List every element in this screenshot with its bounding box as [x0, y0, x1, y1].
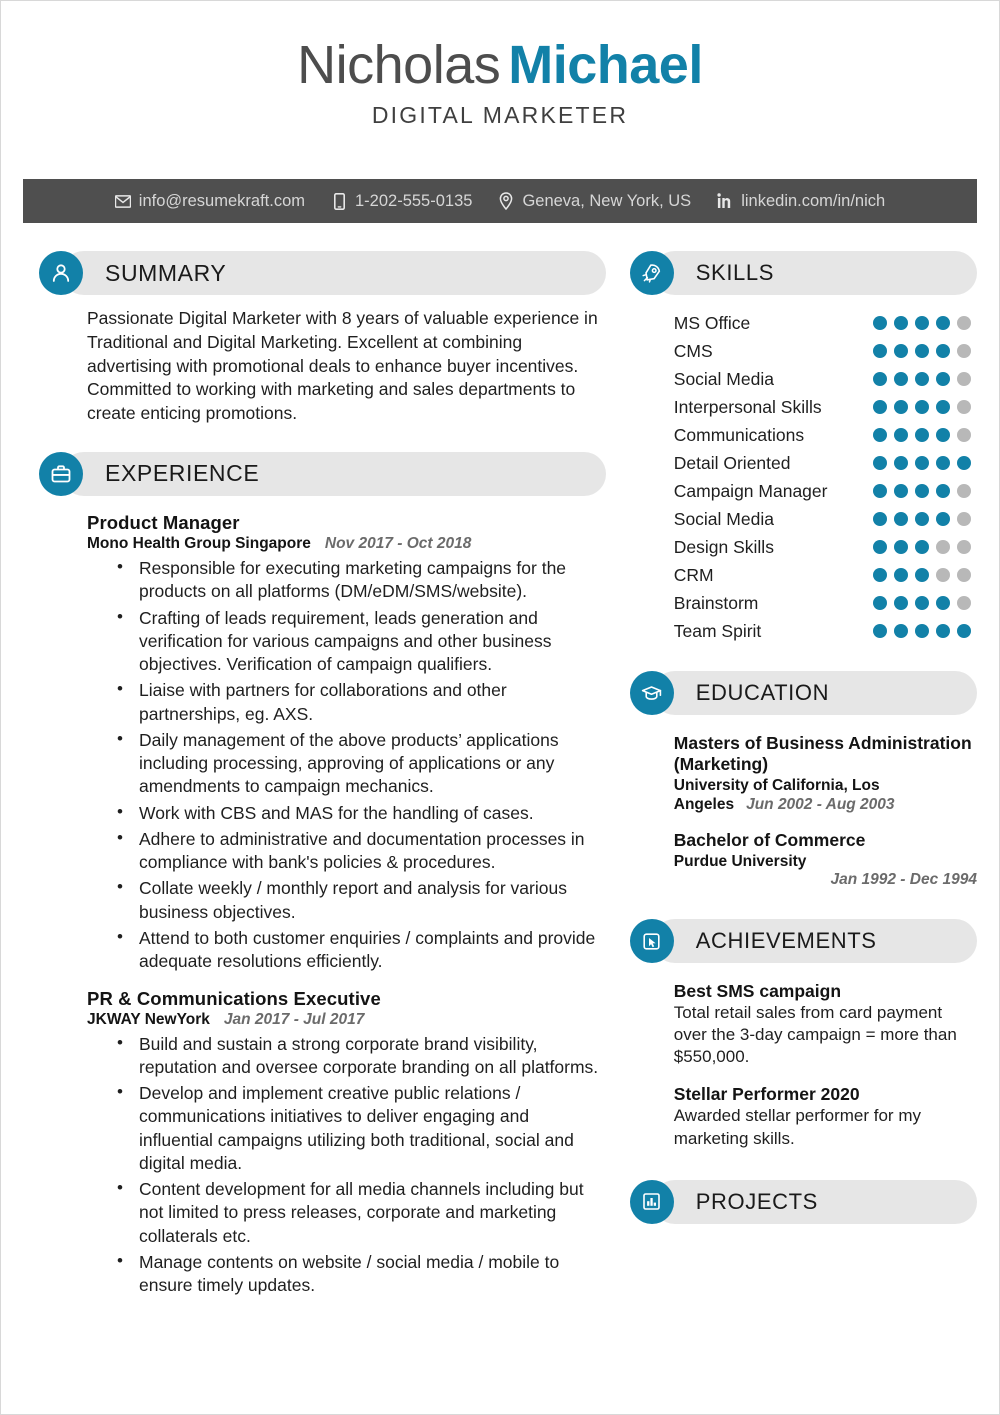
achievement-title: Best SMS campaign: [673, 981, 842, 1002]
skill-dot-filled: [894, 428, 908, 442]
skill-rating: [873, 512, 977, 526]
skill-rating: [873, 428, 977, 442]
list-item: • Responsible for executing marketing campaigns for the products on all platforms (DM/eDM/SMS/website).: [117, 557, 606, 604]
list-item: • Adhere to administrative and documentation processes in compliance with bank's policies & procedures.: [117, 828, 606, 875]
section-header-education: [630, 671, 977, 717]
achievement-description: Awarded stellar performer for my marketing skills.: [673, 1106, 921, 1148]
skill-dot-filled: [915, 568, 929, 582]
skill-row: [674, 449, 977, 477]
mobile-phone-icon: [331, 193, 347, 210]
skill-row: [674, 533, 977, 561]
job-title-subtitle: DIGITAL MARKETER: [371, 101, 629, 128]
skill-dot-filled: [936, 624, 950, 638]
skill-row: [674, 477, 977, 505]
rocket-icon: [630, 251, 674, 295]
skill-rating: [873, 372, 977, 386]
skill-dot-filled: [873, 624, 887, 638]
achievement-entry: [674, 1084, 977, 1149]
skill-name: MS Office: [673, 312, 751, 333]
skill-row: [674, 589, 977, 617]
skill-dot-filled: [915, 316, 929, 330]
skill-dot-empty: [957, 428, 971, 442]
experience-bullets: [87, 1033, 606, 1298]
skill-dot-filled: [957, 456, 971, 470]
skill-dot-filled: [873, 540, 887, 554]
skill-dot-filled: [915, 428, 929, 442]
education-school: [674, 776, 977, 815]
education-degree: Bachelor of Commerce: [673, 830, 866, 851]
skill-rating: [873, 456, 977, 470]
section-header-achievements: [630, 919, 977, 965]
skill-row: [674, 561, 977, 589]
section-title-projects: PROJECTS: [695, 1188, 818, 1214]
skill-dot-filled: [894, 512, 908, 526]
skill-dot-filled: [915, 512, 929, 526]
experience-entry: [87, 988, 606, 1298]
skill-dot-empty: [957, 372, 971, 386]
skill-dot-empty: [957, 596, 971, 610]
skill-dot-filled: [936, 316, 950, 330]
skill-name: Design Skills: [673, 536, 774, 557]
skill-name: Campaign Manager: [673, 480, 828, 501]
skill-name: Detail Oriented: [673, 452, 791, 473]
map-pin-icon: [498, 193, 514, 210]
skill-dot-filled: [936, 344, 950, 358]
skill-dot-filled: [873, 456, 887, 470]
skill-row: [674, 421, 977, 449]
skill-dot-filled: [936, 596, 950, 610]
skill-dot-empty: [957, 316, 971, 330]
section-title-experience: EXPERIENCE: [105, 460, 260, 487]
list-item: • Content development for all media channels including but not limited to press releases, corporate and marketing collaterals etc.: [117, 1178, 606, 1248]
list-item: • Manage contents on website / social media / mobile to ensure timely updates.: [117, 1251, 606, 1298]
skill-rating: [873, 540, 977, 554]
list-item: • Attend to both customer enquiries / complaints and provide adequate resolutions efficiently.: [117, 927, 606, 974]
experience-entry: [87, 512, 606, 974]
contact-location-text: Geneva, New York, US: [522, 191, 692, 210]
skill-dot-filled: [873, 512, 887, 526]
skill-name: CRM: [673, 564, 714, 585]
skill-row: [674, 393, 977, 421]
section-header-skills: [630, 251, 977, 297]
contact-email-text: info@resumekraft.com: [138, 191, 305, 210]
skill-dot-filled: [894, 484, 908, 498]
list-item: • Crafting of leads requirement, leads generation and verification for various campaigns and other business objectives. Verification of campaign qualifiers.: [117, 607, 606, 677]
skill-dot-filled: [915, 484, 929, 498]
skill-dot-filled: [894, 400, 908, 414]
left-column: [1, 251, 622, 1414]
skill-rating: [873, 624, 977, 638]
skill-row: [674, 309, 977, 337]
skill-dot-empty: [957, 512, 971, 526]
skill-row: [674, 365, 977, 393]
contact-linkedin-text: linkedin.com/in/nich: [741, 191, 886, 210]
skill-dot-filled: [873, 484, 887, 498]
skill-dot-empty: [957, 400, 971, 414]
skill-name: Communications: [673, 424, 805, 445]
bar-chart-icon: [630, 1180, 674, 1224]
page-title: [1, 1, 999, 94]
skill-dot-filled: [915, 540, 929, 554]
skill-dot-filled: [915, 596, 929, 610]
contact-bar: [23, 179, 977, 223]
skill-dot-filled: [873, 400, 887, 414]
education-dates: Jan 1992 - Dec 1994: [830, 871, 977, 889]
skill-rating: [873, 596, 977, 610]
skill-dot-filled: [873, 428, 887, 442]
skill-dot-empty: [957, 484, 971, 498]
achievements-list: [674, 981, 977, 1149]
person-icon: [39, 251, 83, 295]
education-dates: Jun 2002 - Aug 2003: [746, 796, 895, 814]
section-header-projects: [630, 1180, 977, 1226]
experience-dates: Nov 2017 - Oct 2018: [324, 534, 472, 552]
contact-item-linkedin[interactable]: [717, 192, 885, 211]
experience-job-title: Product Manager: [87, 511, 240, 533]
skill-name: Team Spirit: [673, 620, 762, 641]
experience-meta: [87, 1011, 606, 1029]
skill-dot-filled: [873, 344, 887, 358]
education-entry: [674, 830, 977, 889]
skill-dot-filled: [936, 484, 950, 498]
summary-text: Passionate Digital Marketer with 8 years of valuable experience in Traditional and Digital Marketing. Excellent at combining advertising with promotional deals to enhance buyer incentives. Committed to working with marketing and sales departments to create enticing promotions.: [87, 308, 598, 424]
skill-dot-filled: [936, 400, 950, 414]
skill-name: Social Media: [673, 508, 774, 529]
skill-dot-empty: [936, 540, 950, 554]
skill-dot-filled: [915, 400, 929, 414]
skill-rating: [873, 568, 977, 582]
skill-dot-empty: [957, 568, 971, 582]
skill-dot-filled: [873, 316, 887, 330]
skill-rating: [873, 400, 977, 414]
education-degree: Masters of Business Administration (Marketing): [673, 733, 972, 775]
skill-row: [674, 505, 977, 533]
skill-dot-filled: [936, 456, 950, 470]
section-title-summary: SUMMARY: [105, 259, 227, 286]
list-item: • Daily management of the above products’ applications including processing, approving of applications or any amendments to campaign mechanics.: [117, 729, 606, 799]
skill-dot-empty: [957, 344, 971, 358]
skill-name: Interpersonal Skills: [673, 396, 822, 417]
skill-name: CMS: [673, 340, 713, 361]
skill-dot-filled: [936, 512, 950, 526]
list-item: • Collate weekly / monthly report and analysis for various business objectives.: [117, 877, 606, 924]
skill-dot-empty: [936, 568, 950, 582]
contact-item-location[interactable]: [498, 192, 691, 211]
experience-bullets: [87, 557, 606, 974]
experience-dates: Jan 2017 - Jul 2017: [223, 1010, 365, 1028]
section-header-summary: [39, 251, 606, 297]
education-entry: [674, 733, 977, 814]
contact-item-email[interactable]: [115, 192, 305, 211]
envelope-icon: [115, 193, 131, 210]
section-title-achievements: ACHIEVEMENTS: [695, 928, 877, 954]
section-title-education: EDUCATION: [695, 680, 830, 705]
list-item: • Liaise with partners for collaborations and other partnerships, eg. AXS.: [117, 679, 606, 726]
skill-rating: [873, 344, 977, 358]
list-item: • Develop and implement creative public relations / communications initiatives to deliver engaging and influential campaigns utilizing both traditional, social and digital media.: [117, 1082, 606, 1175]
resume-body: [1, 251, 999, 1414]
skill-dot-filled: [894, 456, 908, 470]
skill-dot-filled: [915, 456, 929, 470]
section-title-skills: SKILLS: [695, 260, 774, 285]
skill-dot-filled: [936, 372, 950, 386]
section-header-experience: [39, 452, 606, 498]
experience-company: Mono Health Group Singapore: [87, 534, 311, 552]
last-name: Michael: [508, 35, 703, 95]
skill-row: [674, 617, 977, 645]
experience-company: JKWAY NewYork: [87, 1010, 210, 1028]
skill-dot-filled: [894, 540, 908, 554]
linkedin-icon: [717, 193, 733, 210]
right-column: [622, 251, 999, 1414]
skill-dot-filled: [873, 596, 887, 610]
contact-phone-text: 1-202-555-0135: [355, 191, 473, 210]
graduation-cap-icon: [630, 671, 674, 715]
skill-dot-filled: [894, 596, 908, 610]
list-item: • Build and sustain a strong corporate brand visibility, reputation and oversee corporate branding on all platforms.: [117, 1033, 606, 1080]
cursor-click-icon: [630, 919, 674, 963]
skill-dot-filled: [915, 372, 929, 386]
skill-dot-filled: [894, 316, 908, 330]
first-name: Nicholas: [297, 35, 501, 95]
skill-dot-filled: [915, 624, 929, 638]
skill-dot-filled: [894, 624, 908, 638]
list-item: • Work with CBS and MAS for the handling of cases.: [117, 802, 606, 825]
skill-dot-filled: [894, 568, 908, 582]
achievement-title: Stellar Performer 2020: [673, 1084, 860, 1105]
skill-rating: [873, 316, 977, 330]
skill-dot-filled: [894, 372, 908, 386]
skill-rating: [873, 484, 977, 498]
experience-meta: [87, 535, 606, 553]
achievement-entry: [674, 981, 977, 1068]
briefcase-icon: [39, 452, 83, 496]
education-school-name: University of California, Los Angeles: [673, 776, 880, 814]
skill-name: Brainstorm: [673, 592, 759, 613]
skill-dot-filled: [873, 568, 887, 582]
experience-job-title: PR & Communications Executive: [87, 987, 381, 1009]
achievement-description: Total retail sales from card payment over the 3-day campaign = more than $550,000.: [673, 1003, 957, 1067]
skill-dot-filled: [873, 372, 887, 386]
skill-dot-filled: [915, 344, 929, 358]
contact-item-phone[interactable]: [331, 192, 472, 211]
education-list: [674, 733, 977, 889]
education-school-name: Purdue University: [673, 852, 807, 870]
skills-list: [674, 309, 977, 645]
skill-dot-empty: [957, 540, 971, 554]
skill-name: Social Media: [673, 368, 774, 389]
skill-dot-filled: [957, 624, 971, 638]
skill-row: [674, 337, 977, 365]
skill-dot-filled: [894, 344, 908, 358]
skill-dot-filled: [936, 428, 950, 442]
